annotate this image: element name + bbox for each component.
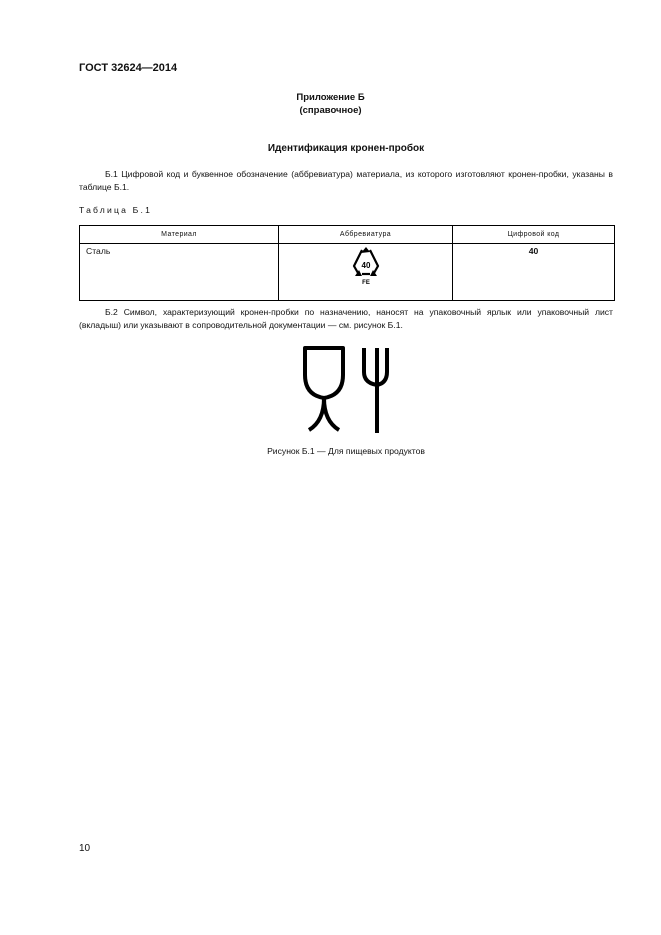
paragraph-b2: Б.2 Символ, характеризующий кронен-пробки по назначению, наносят на упаковочный ярлык или упаковочный лист (вкладыш) или указывают в сопроводительной документации — см. рисунок Б.1. <box>79 307 613 330</box>
cell-code: 40 <box>453 244 615 301</box>
table-header-row <box>80 226 615 244</box>
header-abbreviation: Аббревиатура <box>279 226 453 244</box>
annex-heading <box>0 91 661 117</box>
page-number: 10 <box>79 843 91 854</box>
recycling-triangle-icon <box>351 246 381 286</box>
food-contact-symbol <box>300 345 392 440</box>
figure-caption: Рисунок Б.1 — Для пищевых продуктов <box>267 446 425 456</box>
paragraph-b1: Б.1 Цифровой код и буквенное обозначение (аббревиатура) материала, из которого изготовляют кронен-пробки, указаны в таблице Б.1. <box>79 169 613 192</box>
symbol-code: 40 <box>361 261 370 270</box>
cell-abbreviation <box>279 244 453 301</box>
table-row <box>80 244 615 301</box>
cell-material: Сталь <box>80 244 279 301</box>
header-material: Материал <box>80 226 279 244</box>
glass-fork-icon <box>300 345 392 435</box>
document-header: ГОСТ 32624—2014 <box>79 62 178 74</box>
materials-table <box>79 225 615 301</box>
section-title: Идентификация кронен-пробок <box>267 143 425 154</box>
header-code: Цифровой код <box>453 226 615 244</box>
symbol-abbreviation: FE <box>361 280 370 286</box>
annex-title: Приложение Б <box>296 92 365 103</box>
annex-type: (справочное) <box>299 105 362 116</box>
table-caption: Таблица Б.1 <box>79 205 153 215</box>
